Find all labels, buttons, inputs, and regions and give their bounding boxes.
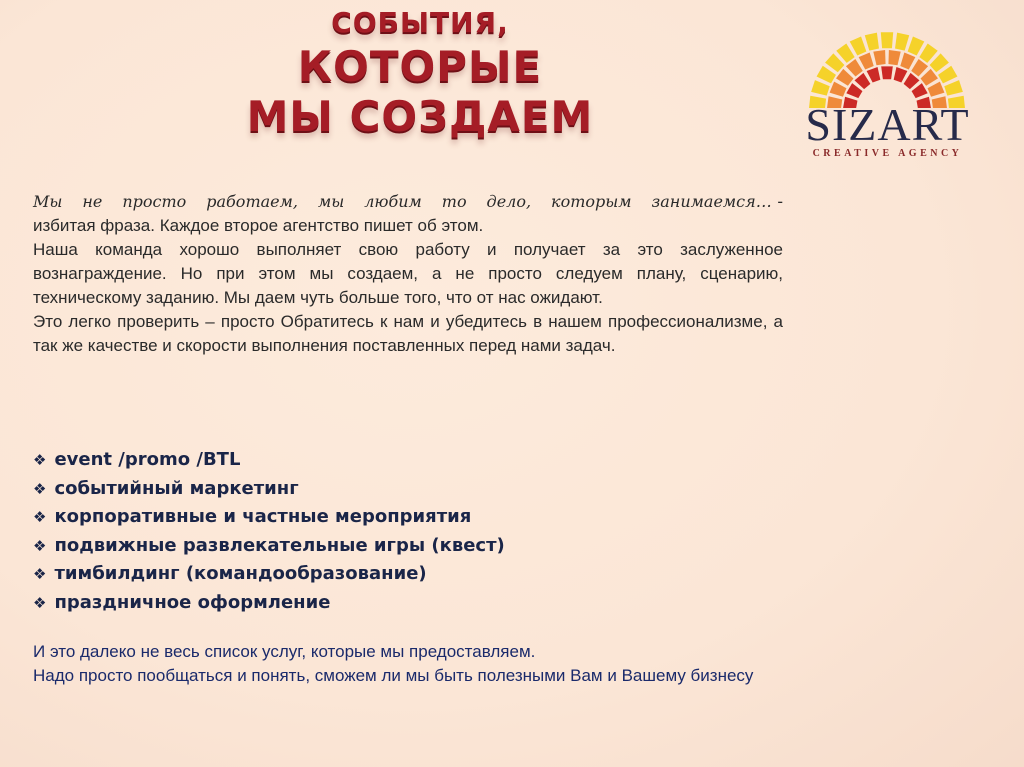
- diamond-bullet-icon: ❖: [33, 508, 47, 526]
- title-line-3: МЫ СОЗДАЕМ: [246, 92, 594, 141]
- sizart-logo: [785, 28, 990, 163]
- list-item: ❖ подвижные развлекательные игры (квест): [33, 532, 505, 561]
- list-item: ❖ корпоративные и частные мероприятия: [33, 503, 505, 532]
- list-item: ❖ тимбилдинг (командообразование): [33, 560, 505, 589]
- intro-text: [33, 190, 783, 358]
- closing-line-1: И это далеко не весь список услуг, которые мы предоставляем.: [33, 642, 536, 661]
- title-line-2: КОТОРЫЕ: [297, 42, 543, 91]
- script-phrase: Мы не просто работаем, мы любим то дело, которым занимаемся…: [33, 192, 772, 211]
- intro-paragraph-3: Это легко проверить – просто Обратитесь к нам и убедитесь в нашем профессионализме, а так же качестве и скорости выполнения поставленных перед нами задач.: [33, 312, 783, 355]
- intro-paragraph-2: Наша команда хорошо выполняет свою работу и получает за это заслуженное вознаграждение. Но при этом мы создаем, а не просто следуем плану, сценарию, техническому заданию. Мы даем чуть больше того, что от нас ожидают.: [33, 240, 783, 307]
- list-item: ❖ праздничное оформление: [33, 589, 505, 618]
- diamond-bullet-icon: ❖: [33, 451, 47, 469]
- logo-name: SIZART: [805, 99, 970, 150]
- sunburst-arc-icon: [785, 28, 990, 108]
- closing-line-2: Надо просто пообщаться и понять, сможем ли мы быть полезными Вам и Вашему бизнесу: [33, 666, 754, 685]
- list-item: ❖ event /promo /BTL: [33, 446, 505, 475]
- diamond-bullet-icon: ❖: [33, 536, 47, 555]
- title-line-1: СОБЫТИЯ,: [331, 6, 509, 39]
- services-list: [33, 446, 505, 617]
- diamond-bullet-icon: ❖: [33, 593, 47, 612]
- logo-tagline: CREATIVE AGENCY: [812, 148, 963, 159]
- diamond-bullet-icon: ❖: [33, 479, 47, 498]
- diamond-bullet-icon: ❖: [33, 565, 47, 583]
- page-title: [240, 0, 600, 142]
- after-phrase: - избитая фраза. Каждое второе агентство пишет об этом.: [33, 192, 783, 235]
- list-item: ❖ событийный маркетинг: [33, 475, 505, 504]
- closing-text: [33, 640, 773, 688]
- intro-paragraph-1: [33, 190, 783, 238]
